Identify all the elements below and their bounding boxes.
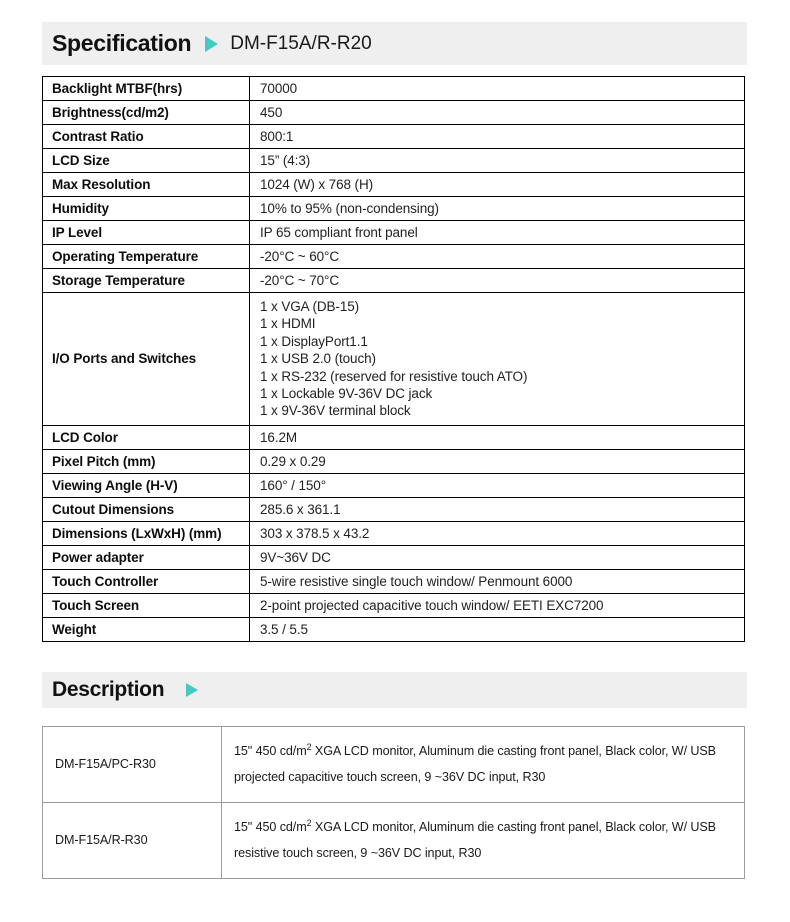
list-item: 1 x HDMI — [260, 316, 316, 332]
list-item: 1 x VGA (DB-15) — [260, 299, 360, 314]
description-detail-pre: 15" 450 cd/m — [234, 819, 307, 834]
table-row — [43, 77, 745, 101]
spec-key: Touch Screen — [43, 593, 250, 617]
table-row — [43, 221, 745, 245]
spec-key: Pixel Pitch (mm) — [43, 449, 250, 473]
table-row — [43, 425, 745, 449]
description-detail-post: XGA LCD monitor, Aluminum die casting front panel, Black color, W/ USB projected capacitive touch screen, 9 ~36V DC input, R30 — [234, 743, 716, 784]
spec-value: 70000 — [250, 77, 745, 101]
description-model: DM-F15A/R-R30 — [43, 802, 222, 878]
description-table — [42, 726, 745, 879]
list-item: 1 x RS-232 (reserved for resistive touch ATO) — [260, 368, 528, 384]
spec-value: 160° / 150° — [250, 473, 745, 497]
table-row — [43, 569, 745, 593]
description-detail — [222, 802, 745, 878]
spec-key: Contrast Ratio — [43, 125, 250, 149]
table-row — [43, 149, 745, 173]
spec-key: Backlight MTBF(hrs) — [43, 77, 250, 101]
description-detail — [222, 726, 745, 802]
io-ports-list — [260, 298, 744, 420]
description-detail-superscript: 2 — [306, 817, 312, 828]
spec-key: Humidity — [43, 197, 250, 221]
list-item: 1 x USB 2.0 (touch) — [260, 351, 376, 367]
spec-value: 16.2M — [250, 425, 745, 449]
spec-key: Operating Temperature — [43, 245, 250, 269]
spec-value: 800:1 — [250, 125, 745, 149]
spec-key: Brightness(cd/m2) — [43, 101, 250, 125]
spec-value-io-ports — [250, 293, 745, 426]
description-table-body — [43, 726, 745, 878]
table-row — [43, 802, 745, 878]
model-number-label: DM-F15A/R-R20 — [230, 32, 372, 54]
spec-key: Power adapter — [43, 545, 250, 569]
description-section-header — [42, 672, 747, 708]
specification-section-header — [42, 22, 747, 65]
description-detail-superscript: 2 — [306, 741, 312, 752]
table-row — [43, 101, 745, 125]
table-row — [43, 197, 745, 221]
table-row — [43, 269, 745, 293]
table-row — [43, 245, 745, 269]
spec-key: Dimensions (LxWxH) (mm) — [43, 521, 250, 545]
list-item: 1 x DisplayPort1.1 — [260, 333, 368, 349]
table-row — [43, 726, 745, 802]
spec-value: 15” (4:3) — [250, 149, 745, 173]
spec-value: 450 — [250, 101, 745, 125]
table-row — [43, 497, 745, 521]
table-row — [43, 125, 745, 149]
table-row-io-ports — [43, 293, 745, 426]
spec-key: LCD Color — [43, 425, 250, 449]
specification-table — [42, 76, 745, 642]
table-row — [43, 593, 745, 617]
spec-value: 9V~36V DC — [250, 545, 745, 569]
description-detail-pre: 15" 450 cd/m — [234, 743, 307, 758]
description-title: Description — [52, 678, 165, 702]
spec-value: 2-point projected capacitive touch window/ EETI EXC7200 — [250, 593, 745, 617]
spec-key: Weight — [43, 617, 250, 641]
spec-key: Cutout Dimensions — [43, 497, 250, 521]
table-row — [43, 473, 745, 497]
table-row — [43, 521, 745, 545]
spec-value: IP 65 compliant front panel — [250, 221, 745, 245]
description-detail-post: XGA LCD monitor, Aluminum die casting front panel, Black color, W/ USB resistive touch screen, 9 ~36V DC input, R30 — [234, 819, 716, 860]
spec-key: I/O Ports and Switches — [43, 293, 250, 426]
table-row — [43, 173, 745, 197]
list-item: 1 x Lockable 9V-36V DC jack — [260, 386, 433, 402]
spec-value: -20°C ~ 70°C — [250, 269, 745, 293]
spec-value: 5-wire resistive single touch window/ Penmount 6000 — [250, 569, 745, 593]
table-row — [43, 617, 745, 641]
list-item: 1 x 9V-36V terminal block — [260, 403, 411, 419]
spec-key: Viewing Angle (H-V) — [43, 473, 250, 497]
table-row — [43, 449, 745, 473]
spec-value: 285.6 x 361.1 — [250, 497, 745, 521]
spec-value: 3.5 / 5.5 — [250, 617, 745, 641]
specification-page — [0, 22, 790, 922]
spec-value: 0.29 x 0.29 — [250, 449, 745, 473]
page-title: Specification — [52, 30, 192, 56]
triangle-right-icon — [186, 683, 198, 697]
spec-value: 10% to 95% (non-condensing) — [250, 197, 745, 221]
spec-key: Touch Controller — [43, 569, 250, 593]
spec-key: Storage Temperature — [43, 269, 250, 293]
description-model: DM-F15A/PC-R30 — [43, 726, 222, 802]
table-row — [43, 545, 745, 569]
spec-value: 303 x 378.5 x 43.2 — [250, 521, 745, 545]
spec-key: Max Resolution — [43, 173, 250, 197]
spec-key: IP Level — [43, 221, 250, 245]
spec-key: LCD Size — [43, 149, 250, 173]
specification-table-body — [43, 77, 745, 642]
spec-value: -20°C ~ 60°C — [250, 245, 745, 269]
spec-value: 1024 (W) x 768 (H) — [250, 173, 745, 197]
triangle-right-icon — [205, 36, 218, 52]
